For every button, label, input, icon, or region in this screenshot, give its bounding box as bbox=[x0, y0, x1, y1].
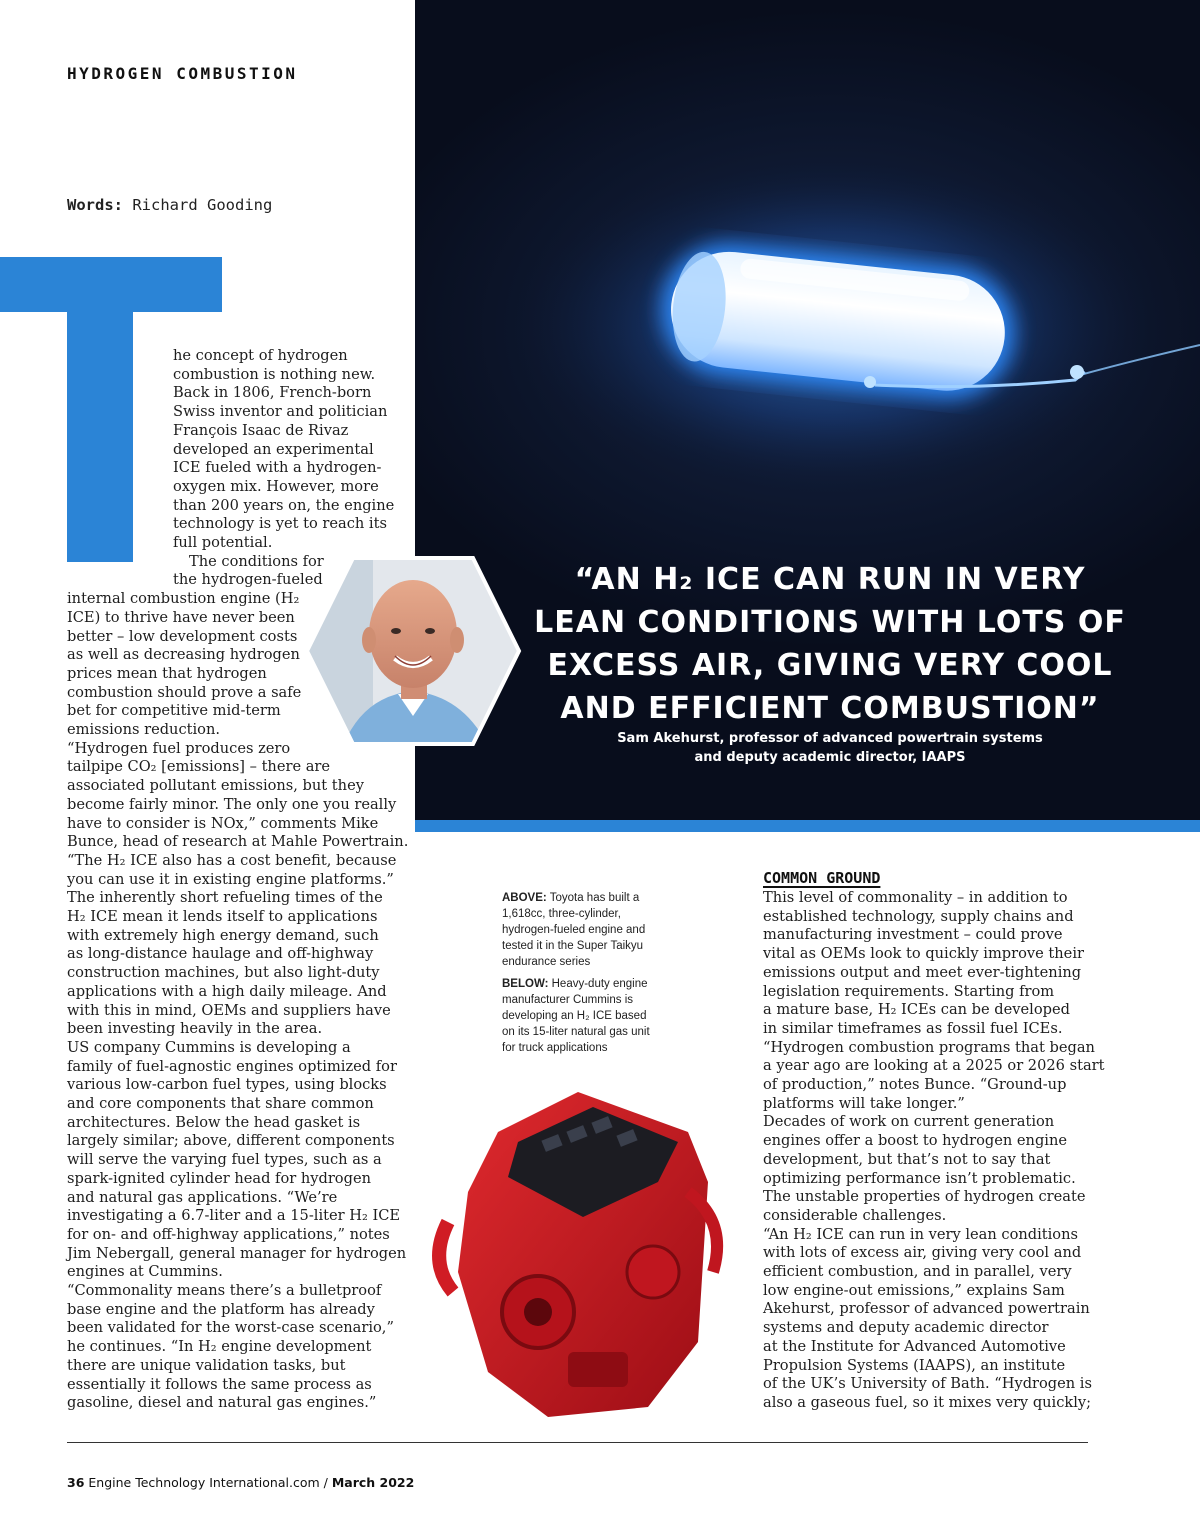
byline bbox=[67, 196, 272, 214]
body-line: gasoline, diesel and natural gas engines.” bbox=[67, 1394, 377, 1412]
pull-quote bbox=[520, 558, 1140, 730]
body-line: “Commonality means there’s a bulletproof bbox=[67, 1282, 382, 1299]
body-line: will serve the varying fuel types, such as a bbox=[67, 1151, 382, 1169]
body-line: better – low development costs bbox=[67, 627, 298, 645]
body-line: “Hydrogen fuel produces zero bbox=[67, 739, 291, 757]
attribution-line: and deputy academic director, IAAPS bbox=[694, 750, 966, 765]
pull-quote-line: “AN H₂ ICE CAN RUN IN VERY bbox=[574, 562, 1086, 597]
body-line: legislation requirements. Starting from bbox=[763, 982, 1055, 1000]
caption-above-label: ABOVE: bbox=[502, 892, 547, 904]
caption-below bbox=[502, 976, 662, 1056]
body-line: oxygen mix. However, more bbox=[173, 477, 379, 495]
body-line: spark-ignited cylinder head for hydrogen bbox=[67, 1169, 371, 1187]
body-line: developed an experimental bbox=[173, 440, 374, 458]
caption-below-text: Heavy-duty engine manufacturer Cummins is developing an H₂ ICE based on its 15-liter natural gas unit for truck applications bbox=[502, 978, 650, 1054]
byline-name: Richard Gooding bbox=[132, 196, 273, 214]
body-line: systems and deputy academic director bbox=[763, 1319, 1049, 1337]
body-line: essentially it follows the same process as bbox=[67, 1375, 372, 1393]
body-line: architectures. Below the head gasket is bbox=[67, 1113, 361, 1131]
body-line: than 200 years on, the engine bbox=[173, 496, 395, 514]
accent-bar bbox=[415, 820, 1200, 832]
body-line: at the Institute for Advanced Automotive bbox=[763, 1337, 1066, 1355]
body-line: with lots of excess air, giving very cool and bbox=[763, 1244, 1082, 1262]
body-line: “Hydrogen combustion programs that began bbox=[763, 1038, 1095, 1056]
body-line: with extremely high energy demand, such bbox=[67, 926, 379, 944]
body-line: combustion should prove a safe bbox=[67, 683, 302, 701]
body-line: a year ago are looking at a 2025 or 2026 start bbox=[763, 1057, 1105, 1075]
caption-above bbox=[502, 890, 662, 970]
body-line: ICE) to thrive have never been bbox=[67, 608, 295, 626]
body-line: base engine and the platform has already bbox=[67, 1300, 375, 1318]
body-line: he concept of hydrogen bbox=[173, 347, 348, 364]
body-line: engines at Cummins. bbox=[67, 1263, 223, 1281]
body-line: you can use it in existing engine platforms.” bbox=[67, 870, 394, 888]
page-footer bbox=[67, 1475, 414, 1490]
body-line: Swiss inventor and politician bbox=[173, 403, 388, 421]
caption-above-text: Toyota has built a 1,618cc, three-cylinder, hydrogen-fueled engine and tested it in the Super Taikyu endurance series bbox=[502, 892, 646, 968]
body-line: technology is yet to reach its bbox=[173, 515, 387, 533]
body-line: prices mean that hydrogen bbox=[67, 664, 267, 682]
body-line: with this in mind, OEMs and suppliers have bbox=[67, 1001, 391, 1019]
body-line: have to consider is NOx,” comments Mike bbox=[67, 814, 379, 832]
body-line: emissions reduction. bbox=[67, 721, 220, 738]
attribution-line: Sam Akehurst, professor of advanced powertrain systems bbox=[617, 731, 1043, 746]
body-line: investigating a 6.7-liter and a 15-liter H₂ ICE bbox=[67, 1207, 401, 1225]
body-line: Back in 1806, French-born bbox=[173, 384, 372, 402]
body-line: as well as decreasing hydrogen bbox=[67, 646, 300, 664]
body-line: tailpipe CO₂ [emissions] – there are bbox=[67, 758, 331, 776]
body-line: associated pollutant emissions, but they bbox=[67, 777, 364, 795]
body-line: full potential. bbox=[173, 534, 273, 551]
body-line: Jim Nebergall, general manager for hydrogen bbox=[67, 1244, 407, 1262]
body-line: development, but that’s not to say that bbox=[763, 1150, 1051, 1168]
body-line: engines offer a boost to hydrogen engine bbox=[763, 1132, 1067, 1150]
body-line: of the UK’s University of Bath. “Hydrogen is bbox=[763, 1375, 1092, 1393]
body-line: also a gaseous fuel, so it mixes very quickly; bbox=[763, 1393, 1092, 1411]
pull-quote-attribution bbox=[540, 729, 1120, 767]
body-line: been investing heavily in the area. bbox=[67, 1020, 323, 1038]
body-line: family of fuel-agnostic engines optimized for bbox=[67, 1057, 397, 1075]
section-label: HYDROGEN COMBUSTION bbox=[67, 64, 298, 83]
body-line: efficient combustion, and in parallel, very bbox=[763, 1263, 1072, 1280]
body-line: optimizing performance isn’t problematic. bbox=[763, 1169, 1076, 1187]
section-heading: COMMON GROUND bbox=[763, 869, 881, 887]
page-number: 36 bbox=[67, 1475, 85, 1490]
body-line: The conditions for bbox=[189, 552, 324, 570]
pull-quote-line: AND EFFICIENT COMBUSTION” bbox=[560, 691, 1100, 726]
body-line: ICE fueled with a hydrogen- bbox=[173, 459, 382, 477]
drop-cap-letter: T bbox=[100, 457, 101, 458]
publication-name: Engine Technology International.com / bbox=[88, 1475, 328, 1490]
engine-photo bbox=[428, 1072, 738, 1422]
photo-caption bbox=[502, 890, 662, 1056]
body-line: H₂ ICE mean it lends itself to applications bbox=[67, 908, 378, 925]
body-line: This level of commonality – in addition to bbox=[763, 889, 1068, 906]
body-line: the hydrogen-fueled bbox=[173, 571, 323, 589]
pull-quote-line: EXCESS AIR, GIVING VERY COOL bbox=[547, 648, 1113, 683]
body-line: internal combustion engine (H₂ bbox=[67, 590, 300, 608]
issue-date: March 2022 bbox=[331, 1475, 415, 1490]
body-line: considerable challenges. bbox=[763, 1206, 947, 1224]
body-line: he continues. “In H₂ engine development bbox=[67, 1338, 372, 1356]
body-line: platforms will take longer.” bbox=[763, 1094, 965, 1112]
body-line: Decades of work on current generation bbox=[763, 1113, 1055, 1131]
body-line: manufacturing investment – could prove bbox=[763, 926, 1063, 944]
body-line: Akehurst, professor of advanced powertrain bbox=[763, 1300, 1090, 1318]
body-line: emissions output and meet ever-tightening bbox=[763, 963, 1082, 981]
body-line: become fairly minor. The only one you really bbox=[67, 795, 397, 813]
body-line: bet for competitive mid-term bbox=[67, 702, 281, 720]
body-line: “The H₂ ICE also has a cost benefit, because bbox=[67, 851, 397, 869]
body-line: low engine-out emissions,” explains Sam bbox=[763, 1281, 1065, 1299]
pull-quote-line: LEAN CONDITIONS WITH LOTS OF bbox=[534, 605, 1126, 640]
body-line: and core components that share common bbox=[67, 1095, 374, 1112]
body-line: as long-distance haulage and off-highway bbox=[67, 945, 374, 963]
body-line: François Isaac de Rivaz bbox=[173, 421, 349, 439]
body-line: there are unique validation tasks, but bbox=[67, 1356, 346, 1374]
body-line: “An H₂ ICE can run in very lean conditions bbox=[763, 1225, 1078, 1243]
body-line: been validated for the worst-case scenario,” bbox=[67, 1319, 394, 1337]
body-line: for on- and off-highway applications,” notes bbox=[67, 1225, 390, 1243]
body-line: The inherently short refueling times of the bbox=[67, 889, 383, 907]
body-line: and natural gas applications. “We’re bbox=[67, 1188, 338, 1206]
footer-rule bbox=[67, 1442, 1088, 1443]
portrait-photo bbox=[303, 556, 523, 746]
body-line: vital as OEMs look to quickly improve their bbox=[763, 945, 1084, 963]
body-line: largely similar; above, different components bbox=[67, 1132, 395, 1150]
body-line: in similar timeframes as fossil fuel ICEs. bbox=[763, 1019, 1063, 1037]
byline-label: Words: bbox=[67, 196, 123, 214]
body-line: US company Cummins is developing a bbox=[67, 1038, 351, 1056]
body-line: a mature base, H₂ ICEs can be developed bbox=[763, 1001, 1070, 1019]
body-line: combustion is nothing new. bbox=[173, 365, 376, 383]
body-line: applications with a high daily mileage. And bbox=[67, 982, 387, 1000]
body-line: The unstable properties of hydrogen create bbox=[763, 1188, 1086, 1206]
body-line: Propulsion Systems (IAAPS), an institute bbox=[763, 1356, 1066, 1374]
body-line: Bunce, head of research at Mahle Powertrain. bbox=[67, 833, 409, 851]
body-line: various low-carbon fuel types, using blocks bbox=[67, 1076, 387, 1094]
body-line: construction machines, but also light-duty bbox=[67, 964, 380, 982]
body-line: of production,” notes Bunce. “Ground-up bbox=[763, 1076, 1067, 1093]
caption-below-label: BELOW: bbox=[502, 978, 549, 990]
body-line: established technology, supply chains and bbox=[763, 907, 1074, 925]
